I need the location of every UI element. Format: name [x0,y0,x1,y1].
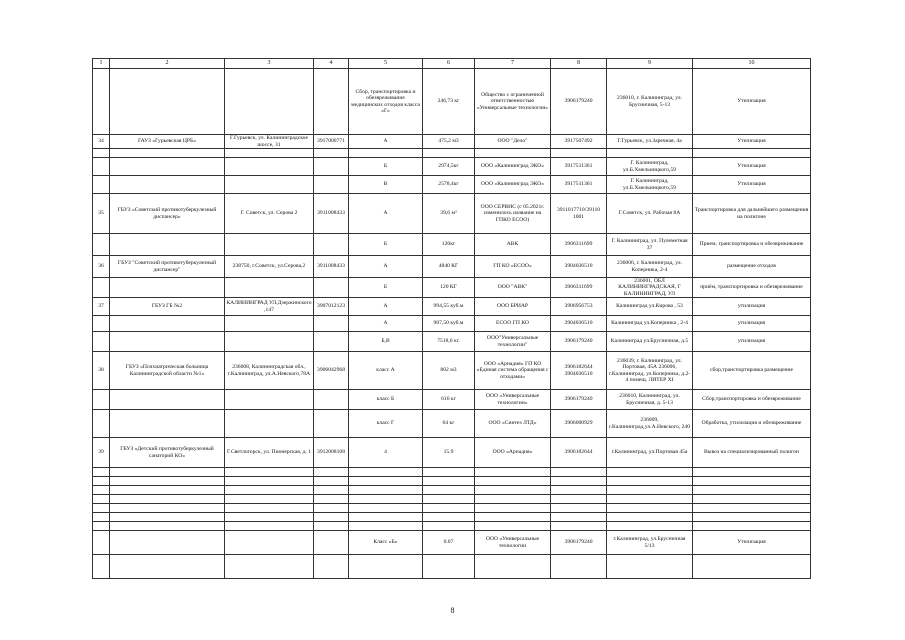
col-contractor-address-cell: Г. Калининград, ул.Б.Хмельницкого,59 [607,158,693,176]
table-row [93,135,811,149]
col-number-cell [93,486,110,495]
table-row [93,149,811,158]
col-waste-class-cell: класс А [349,352,423,390]
col-number-cell [93,504,110,513]
col-address-cell [225,69,314,135]
col-contractor-inn-cell: 3906182644 3904036510 [551,352,607,390]
col-quantity-cell: 7518,6 кг. [423,332,475,352]
col-inn-cell [314,513,349,522]
col-quantity-cell: 0.07 [423,531,475,555]
col-contractor-cell [475,477,551,486]
col-inn-cell: 3911008433 [314,194,349,234]
col-waste-class-cell [349,149,423,158]
table-row [93,390,811,410]
col-quantity-cell: 907,50 куб.м [423,316,475,332]
col-contractor-address-cell: г.Калининград, ул.Брусничная 5/13 [607,531,693,555]
col-waste-class-cell: Б [349,278,423,298]
col-contractor-inn-cell: 3906311699 [551,278,607,298]
table-row [93,176,811,194]
col-address-cell [225,504,314,513]
col-contractor-cell: ООО «Арнадия» ГП КО «Единая система обращения с отходами» [475,352,551,390]
table-row [93,468,811,477]
col-organization-cell [110,316,225,332]
col-inn-cell [314,278,349,298]
col-organization-cell [110,390,225,410]
col-inn-cell: 3917000771 [314,135,349,149]
table-row [93,69,811,135]
col-contractor-address-cell: 236010, Калининград, ул. Брусничная, д. 5-13 [607,390,693,410]
col-handling-cell [693,486,811,495]
col-contractor-cell: ГП КО «ЕСОО» [475,256,551,278]
col-inn-cell [314,176,349,194]
col-handling-cell [693,513,811,522]
col-contractor-inn-cell: 3911017710/39110 1001 [551,194,607,234]
col-contractor-inn-cell [551,513,607,522]
col-organization-cell [110,513,225,522]
col-organization-cell [110,332,225,352]
table-row [93,504,811,513]
col-contractor-cell: ООО «Универсальные технологии» [475,390,551,410]
col-organization-cell [110,149,225,158]
col-waste-class-cell [349,486,423,495]
col-contractor-inn-cell: 3904036510 [551,316,607,332]
col-inn-cell: 3906042968 [314,352,349,390]
col-contractor-cell: ООО «Арнадия» [475,438,551,468]
col-address-cell [225,468,314,477]
col-waste-class-cell [349,513,423,522]
col-handling-cell: приём, транспортировка и обезвреживание [693,278,811,298]
col-contractor-address-cell: Г.Гурьевск, ул.Заречная, 4а [607,135,693,149]
col-quantity-cell: 475,2 м3 [423,135,475,149]
waste-management-table [92,58,811,579]
table-row [93,278,811,298]
col-waste-class-cell: А [349,256,423,278]
col-waste-class-header: 5 [349,59,423,69]
col-contractor-address-cell: 236006, г. Калининград, ул. Коперника, 2-4 [607,256,693,278]
col-number-cell: 34 [93,135,110,149]
col-number-cell [93,176,110,194]
col-contractor-inn-cell [551,495,607,504]
col-quantity-cell [423,504,475,513]
col-contractor-address-cell: г.Калининград, ул.Портовая 45а [607,438,693,468]
col-waste-class-cell: В [349,176,423,194]
col-address-cell [225,390,314,410]
col-handling-cell: утилизация [693,316,811,332]
col-quantity-header: 6 [423,59,475,69]
col-organization-cell [110,69,225,135]
col-organization-cell [110,234,225,256]
col-contractor-address-cell [607,149,693,158]
col-contractor-address-cell: Калининград ул.Коперника , 2-4 [607,316,693,332]
col-address-cell [225,477,314,486]
col-organization-cell [110,477,225,486]
col-address-cell: Г.Гурьевск, ул. Калининградское шоссе, 31 [225,135,314,149]
col-contractor-address-cell: 236039, г. Калининград, ул. Портовая, 45А 236006, г.Калининград, ул.Коперника, д.2-4 помещ. ЛИТЕР XI [607,352,693,390]
col-number-cell: 37 [93,298,110,316]
col-contractor-cell [475,486,551,495]
table-row [93,316,811,332]
col-quantity-cell [423,477,475,486]
col-contractor-address-cell [607,486,693,495]
table-row [93,352,811,390]
col-contractor-inn-cell: 3906179240 [551,332,607,352]
table-row [93,298,811,316]
col-contractor-inn-cell: 3904036510 [551,256,607,278]
col-address-cell [225,149,314,158]
col-waste-class-cell [349,477,423,486]
col-organization-cell [110,486,225,495]
col-contractor-address-cell [607,513,693,522]
col-contractor-cell: ООО «Синтез ЛТД» [475,410,551,438]
col-address-cell [225,513,314,522]
col-organization-cell [110,531,225,555]
col-waste-class-cell: класс Б [349,390,423,410]
col-handling-cell: Утилизация [693,135,811,149]
col-address-cell [225,486,314,495]
col-handling-cell [693,149,811,158]
col-address-cell [225,176,314,194]
col-quantity-cell: 120кг [423,234,475,256]
col-inn-cell: 3911008433 [314,256,349,278]
col-contractor-inn-cell: 3906179240 [551,69,607,135]
col-quantity-cell [423,513,475,522]
col-contractor-inn-cell: 3917511361 [551,176,607,194]
col-address-cell: Г.Светлогорск, ул. Пионерская, д. 1 [225,438,314,468]
col-organization-cell: ГБУЗ «Психиатрическая больница Калининградской области №1» [110,352,225,390]
col-contractor-address-cell [607,468,693,477]
col-contractor-cell: ООО "АВК" [475,278,551,298]
col-waste-class-cell: Б [349,158,423,176]
col-contractor-inn-cell: 3906182644 [551,438,607,468]
col-address-cell [225,278,314,298]
col-address-cell [225,555,314,579]
col-address-cell [225,316,314,332]
col-inn-cell: 3907012123 [314,298,349,316]
table-row [93,555,811,579]
col-organization-cell [110,278,225,298]
col-address-cell [225,234,314,256]
col-number-cell [93,332,110,352]
col-waste-class-cell: А [349,135,423,149]
col-contractor-inn-cell [551,522,607,531]
col-waste-class-cell [349,555,423,579]
col-address-cell: 238750, г.Советск, ул.Серова,2 [225,256,314,278]
col-inn-cell [314,390,349,410]
col-handling-cell: утилизация [693,298,811,316]
col-contractor-inn-cell [551,504,607,513]
col-number-cell [93,468,110,477]
col-handling-cell [693,522,811,531]
col-organization-cell: ГБУЗ «Советский противотуберкулезный диспансер» [110,194,225,234]
col-handling-header: 10 [693,59,811,69]
col-contractor-inn-cell [551,477,607,486]
col-quantity-cell: 64 кг [423,410,475,438]
col-handling-cell [693,495,811,504]
col-number-cell: 38 [93,352,110,390]
col-handling-cell: Утилизация [693,69,811,135]
col-contractor-inn-cell: 3906311699 [551,234,607,256]
col-number-cell [93,477,110,486]
col-waste-class-cell [349,522,423,531]
col-contractor-address-cell: Г.Советск, ул. Рабочая 8А [607,194,693,234]
table-row [93,513,811,522]
col-inn-cell [314,332,349,352]
col-inn-cell [314,468,349,477]
col-contractor-cell [475,468,551,477]
col-organization-cell: ГБУЗ "Советский противотуберкулезный диспансер" [110,256,225,278]
col-contractor-inn-cell: 3906000929 [551,410,607,438]
col-number-cell [93,531,110,555]
col-inn-cell [314,158,349,176]
col-contractor-cell [475,495,551,504]
col-contractor-inn-cell [551,486,607,495]
col-inn-cell: 3912008108 [314,438,349,468]
col-waste-class-cell: Класс «Б» [349,531,423,555]
col-contractor-cell: ЕСОО ГП КО [475,316,551,332]
col-waste-class-cell [349,495,423,504]
col-address-header: 3 [225,59,314,69]
col-number-cell: 39 [93,438,110,468]
col-contractor-inn-cell: 3917507492 [551,135,607,149]
col-number-cell [93,390,110,410]
col-quantity-cell: 2578,4кг [423,176,475,194]
col-handling-cell [693,504,811,513]
col-handling-cell [693,555,811,579]
col-handling-cell: Утилизация [693,531,811,555]
col-number-cell [93,316,110,332]
col-organization-cell [110,410,225,438]
col-waste-class-cell [349,468,423,477]
col-inn-cell [314,234,349,256]
col-handling-cell: Прием, транспортировка и обезвреживание [693,234,811,256]
table-row [93,234,811,256]
col-quantity-cell [423,468,475,477]
col-contractor-cell [475,149,551,158]
col-organization-cell [110,522,225,531]
col-quantity-cell: 802 м3 [423,352,475,390]
col-quantity-cell: 994,55 куб.м [423,298,475,316]
col-inn-cell [314,504,349,513]
col-organization-cell: ГБУЗ ГБ №2 [110,298,225,316]
col-contractor-cell [475,522,551,531]
col-waste-class-cell: А [349,316,423,332]
col-number-cell [93,234,110,256]
table-row [93,410,811,438]
col-contractor-cell: ООО «Калининград ЭКО» [475,176,551,194]
col-quantity-cell [423,522,475,531]
col-handling-cell: Утилизация [693,176,811,194]
col-organization-cell [110,495,225,504]
col-inn-cell [314,316,349,332]
col-contractor-cell: АВК [475,234,551,256]
col-quantity-cell [423,149,475,158]
col-organization-cell [110,176,225,194]
col-organization-cell: ГАУЗ «Гурьевская ЦРБ» [110,135,225,149]
col-contractor-inn-cell [551,149,607,158]
col-address-cell: КАЛИНИНГРАД УЛ.Дзержинского ,147 [225,298,314,316]
col-contractor-cell: Общество с ограниченной ответственностью «Универсальные технологии» [475,69,551,135]
table-row [93,194,811,234]
col-organization-cell [110,504,225,513]
page-number: 8 [450,606,455,615]
col-contractor-address-cell: Калининград ул.Кирова , 53 [607,298,693,316]
col-handling-cell: сбор,транспортировка размещение [693,352,811,390]
col-contractor-address-header: 9 [607,59,693,69]
table-row [93,332,811,352]
col-handling-cell: Утилизация [693,158,811,176]
col-number-cell [93,513,110,522]
col-contractor-inn-cell: 3917511361 [551,158,607,176]
col-handling-cell: Обработка, утилизация и обезвреживание [693,410,811,438]
col-address-cell: Г. Советск, ул. Серова 2 [225,194,314,234]
col-address-cell [225,531,314,555]
col-organization-cell [110,158,225,176]
col-contractor-address-cell [607,522,693,531]
table-row [93,256,811,278]
col-quantity-cell: 15.9 [423,438,475,468]
header-row [93,59,811,69]
col-contractor-cell: ООО"Универсальные технологии" [475,332,551,352]
col-inn-cell [314,495,349,504]
col-contractor-address-cell: Г. Калининград, ул. Пулеметная 37 [607,234,693,256]
col-contractor-inn-cell: 3906179240 [551,531,607,555]
col-contractor-cell [475,513,551,522]
col-organization-cell: ГБУЗ «Детский противотуберкулезный санаторий КО» [110,438,225,468]
col-waste-class-cell: Сбор, транспортировка и обезвреживание медицинских отходов класса «Г» [349,69,423,135]
col-number-cell [93,158,110,176]
col-handling-cell: размещение отходов [693,256,811,278]
table-row [93,495,811,504]
col-number-cell [93,522,110,531]
col-handling-cell [693,468,811,477]
col-contractor-address-cell [607,504,693,513]
col-organization-header: 2 [110,59,225,69]
col-number-cell: 36 [93,256,110,278]
col-inn-header: 4 [314,59,349,69]
col-waste-class-cell: Б,В [349,332,423,352]
col-contractor-cell: ООО «Калининград ЭКО» [475,158,551,176]
col-contractor-cell [475,555,551,579]
col-contractor-address-cell: Г. Калининград, ул.Б.Хмельницкого,59 [607,176,693,194]
col-address-cell [225,332,314,352]
col-contractor-address-cell [607,495,693,504]
col-contractor-inn-cell: 3906956753 [551,298,607,316]
col-contractor-address-cell [607,477,693,486]
col-contractor-cell: ООО «Универсальные технологии [475,531,551,555]
col-quantity-cell [423,495,475,504]
col-contractor-cell: ООО БРИАР [475,298,551,316]
col-contractor-cell: ООО "Дело" [475,135,551,149]
col-quantity-cell [423,486,475,495]
col-address-cell [225,410,314,438]
col-contractor-header: 7 [475,59,551,69]
col-inn-cell [314,69,349,135]
col-quantity-cell: 616 кг [423,390,475,410]
col-quantity-cell: 2974,5кг [423,158,475,176]
col-waste-class-cell: А [349,298,423,316]
col-handling-cell: Транспортировка для дальнейшего размещения на полигоне [693,194,811,234]
col-address-cell: 236008, Калининградская обл., г.Калининград, ул.А.Невского,78А [225,352,314,390]
col-quantity-cell: 4840 КГ [423,256,475,278]
col-inn-cell [314,522,349,531]
col-contractor-inn-cell [551,555,607,579]
col-handling-cell: утилизация [693,332,811,352]
col-organization-cell [110,555,225,579]
col-contractor-address-cell: 236001, ОБЛ КАЛИНИНГРАДСКАЯ, Г КАЛИНИНГРАД, УЛ [607,278,693,298]
col-handling-cell: Вывоз на специализированный полигон [693,438,811,468]
col-contractor-cell [475,504,551,513]
col-contractor-cell: ООО СЕРВИС (с 05.2021г. изменилось название на ГПКО ЕСОО) [475,194,551,234]
col-contractor-inn-header: 8 [551,59,607,69]
col-waste-class-cell: класс Г [349,410,423,438]
col-contractor-inn-cell [551,468,607,477]
table-row [93,531,811,555]
table-row [93,158,811,176]
col-address-cell [225,495,314,504]
table-row [93,438,811,468]
table-row [93,477,811,486]
table-row [93,486,811,495]
col-handling-cell: Сбор,транспортировка и обезвреживание [693,390,811,410]
col-waste-class-cell: 4 [349,438,423,468]
col-waste-class-cell: А [349,194,423,234]
col-waste-class-cell: Б [349,234,423,256]
col-inn-cell [314,410,349,438]
col-inn-cell [314,555,349,579]
col-inn-cell [314,486,349,495]
col-number-cell: 35 [93,194,110,234]
col-contractor-address-cell [607,555,693,579]
col-number-cell [93,149,110,158]
col-quantity-cell: 246,73 кг [423,69,475,135]
col-quantity-cell: 120 КГ [423,278,475,298]
col-quantity-cell [423,555,475,579]
col-number-cell [93,495,110,504]
col-number-cell [93,69,110,135]
col-contractor-address-cell: Калининград ул.Брусничная, д.5 [607,332,693,352]
col-inn-cell [314,149,349,158]
col-address-cell [225,158,314,176]
col-contractor-address-cell: 236009, г.Калининград,ул.А.Невского, 240 [607,410,693,438]
col-contractor-address-cell: 236010, г. Калининград, ул. Брусничная, 5-13 [607,69,693,135]
col-organization-cell [110,468,225,477]
col-number-cell [93,410,110,438]
col-number-header: 1 [93,59,110,69]
col-quantity-cell: 39,6 м³ [423,194,475,234]
table-row [93,522,811,531]
col-contractor-inn-cell: 3906179240 [551,390,607,410]
col-inn-cell [314,477,349,486]
col-inn-cell [314,531,349,555]
col-handling-cell [693,477,811,486]
col-address-cell [225,522,314,531]
col-number-cell [93,555,110,579]
col-waste-class-cell [349,504,423,513]
col-number-cell [93,278,110,298]
